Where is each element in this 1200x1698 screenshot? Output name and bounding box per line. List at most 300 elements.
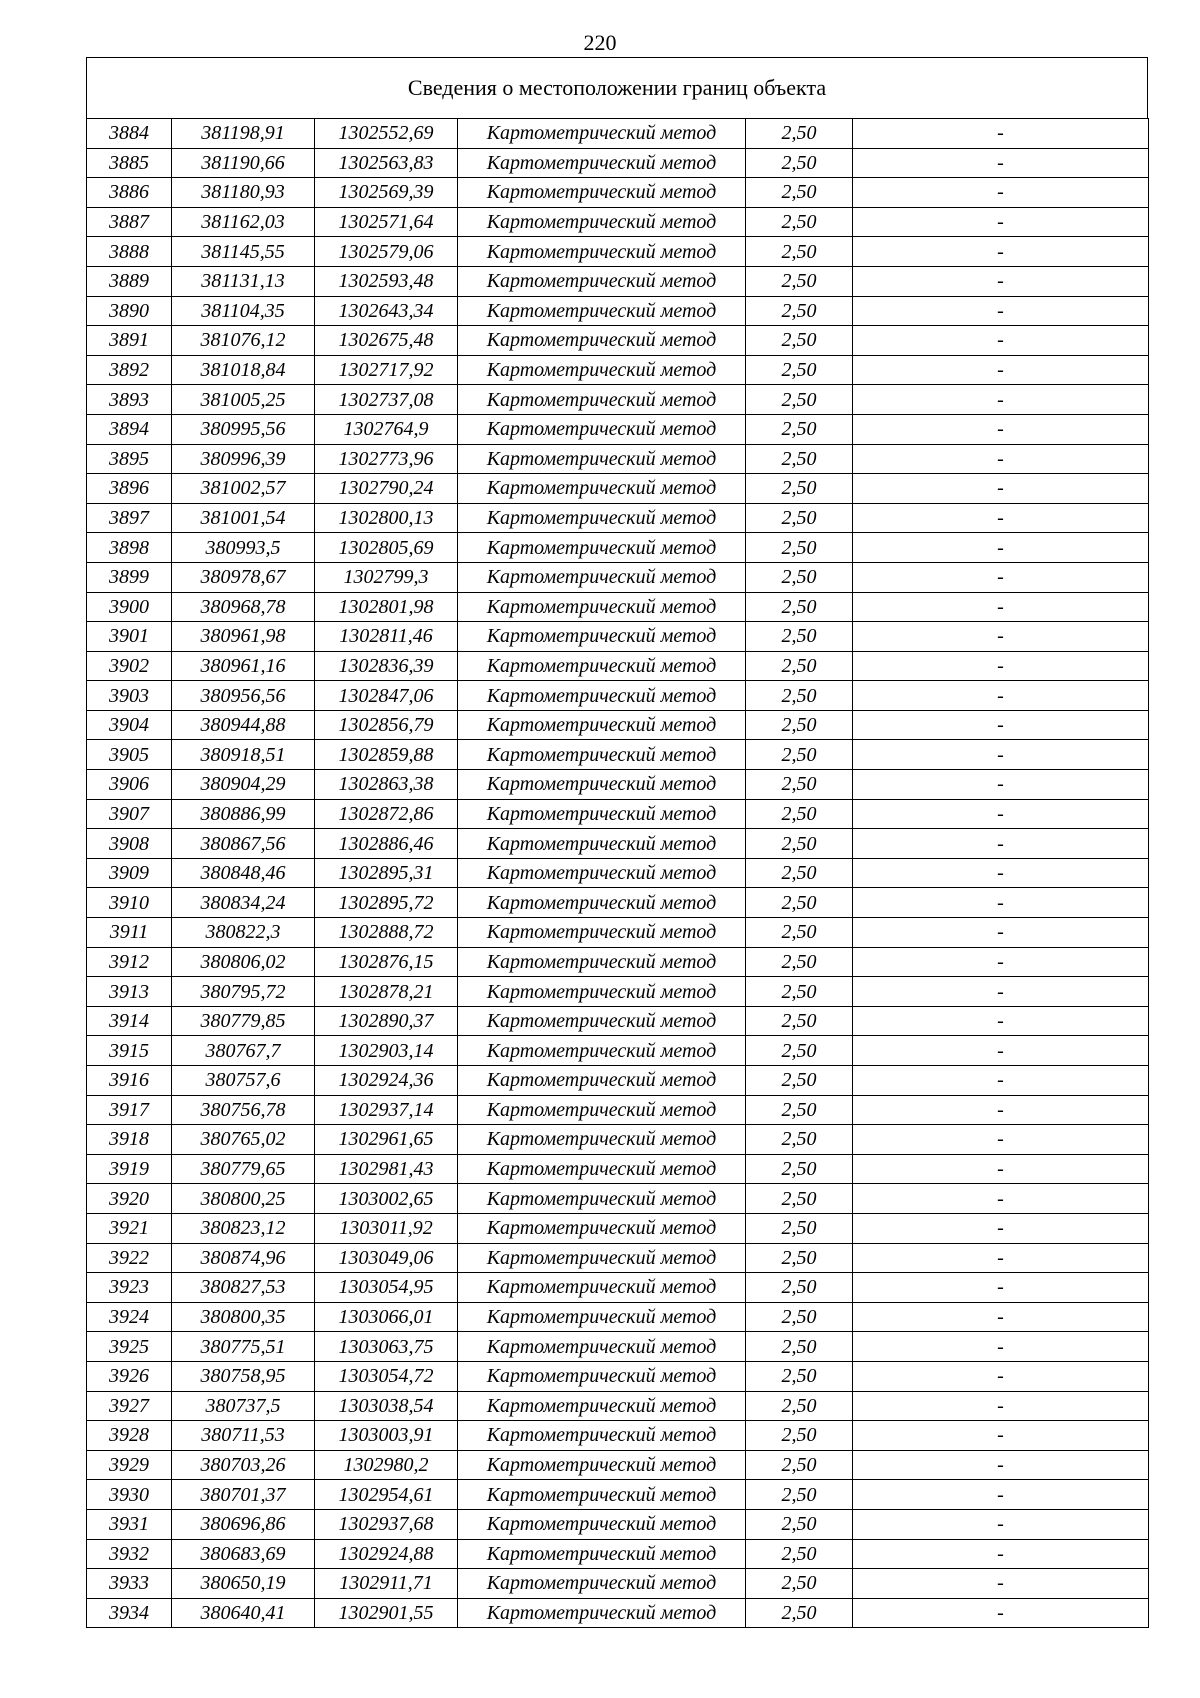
cell-description: - [853, 1036, 1149, 1066]
cell-point-number: 3910 [87, 888, 172, 918]
cell-coord-x: 380806,02 [172, 947, 315, 977]
table-row [87, 799, 1149, 829]
table-row [87, 119, 1149, 149]
cell-method: Картометрический метод [458, 355, 746, 385]
cell-point-number: 3934 [87, 1598, 172, 1628]
cell-description: - [853, 829, 1149, 859]
cell-coord-y: 1302856,79 [315, 710, 458, 740]
cell-description: - [853, 651, 1149, 681]
cell-method: Картометрический метод [458, 1480, 746, 1510]
cell-coord-x: 380961,16 [172, 651, 315, 681]
cell-point-number: 3930 [87, 1480, 172, 1510]
table-row [87, 1213, 1149, 1243]
cell-description: - [853, 918, 1149, 948]
cell-point-number: 3895 [87, 444, 172, 474]
cell-coord-x: 381198,91 [172, 119, 315, 149]
cell-coord-x: 380800,35 [172, 1302, 315, 1332]
cell-description: - [853, 503, 1149, 533]
cell-point-number: 3920 [87, 1184, 172, 1214]
table-row [87, 918, 1149, 948]
cell-accuracy: 2,50 [746, 1480, 853, 1510]
cell-accuracy: 2,50 [746, 119, 853, 149]
boundary-table-sheet [86, 57, 1148, 1628]
cell-coord-x: 380968,78 [172, 592, 315, 622]
cell-accuracy: 2,50 [746, 1066, 853, 1096]
cell-coord-x: 380944,88 [172, 710, 315, 740]
cell-coord-x: 380800,25 [172, 1184, 315, 1214]
cell-point-number: 3909 [87, 858, 172, 888]
table-row [87, 533, 1149, 563]
cell-coord-y: 1303003,91 [315, 1421, 458, 1451]
cell-coord-y: 1302805,69 [315, 533, 458, 563]
cell-accuracy: 2,50 [746, 1125, 853, 1155]
cell-coord-y: 1302981,43 [315, 1154, 458, 1184]
cell-coord-x: 380775,51 [172, 1332, 315, 1362]
cell-coord-x: 380779,65 [172, 1154, 315, 1184]
cell-point-number: 3928 [87, 1421, 172, 1451]
cell-description: - [853, 858, 1149, 888]
cell-coord-y: 1302764,9 [315, 414, 458, 444]
cell-accuracy: 2,50 [746, 622, 853, 652]
cell-description: - [853, 1480, 1149, 1510]
cell-description: - [853, 1006, 1149, 1036]
cell-coord-x: 381104,35 [172, 296, 315, 326]
cell-coord-y: 1302799,3 [315, 562, 458, 592]
cell-description: - [853, 1391, 1149, 1421]
cell-point-number: 3896 [87, 474, 172, 504]
cell-accuracy: 2,50 [746, 1095, 853, 1125]
cell-accuracy: 2,50 [746, 918, 853, 948]
cell-description: - [853, 1125, 1149, 1155]
table-row [87, 1332, 1149, 1362]
cell-coord-y: 1302717,92 [315, 355, 458, 385]
cell-accuracy: 2,50 [746, 799, 853, 829]
cell-coord-y: 1302643,34 [315, 296, 458, 326]
cell-point-number: 3898 [87, 533, 172, 563]
cell-point-number: 3932 [87, 1539, 172, 1569]
cell-description: - [853, 266, 1149, 296]
cell-coord-y: 1302571,64 [315, 207, 458, 237]
table-row [87, 1184, 1149, 1214]
cell-method: Картометрический метод [458, 1243, 746, 1273]
cell-coord-y: 1302675,48 [315, 326, 458, 356]
table-row [87, 355, 1149, 385]
cell-point-number: 3886 [87, 178, 172, 208]
cell-coord-x: 381018,84 [172, 355, 315, 385]
cell-method: Картометрический метод [458, 1036, 746, 1066]
cell-method: Картометрический метод [458, 1569, 746, 1599]
table-row [87, 1066, 1149, 1096]
cell-accuracy: 2,50 [746, 1154, 853, 1184]
cell-accuracy: 2,50 [746, 237, 853, 267]
cell-method: Картометрический метод [458, 1273, 746, 1303]
cell-coord-y: 1302552,69 [315, 119, 458, 149]
cell-method: Картометрический метод [458, 1213, 746, 1243]
cell-method: Картометрический метод [458, 1598, 746, 1628]
cell-description: - [853, 770, 1149, 800]
cell-coord-x: 380978,67 [172, 562, 315, 592]
cell-method: Картометрический метод [458, 1450, 746, 1480]
cell-point-number: 3900 [87, 592, 172, 622]
cell-accuracy: 2,50 [746, 710, 853, 740]
table-row [87, 1243, 1149, 1273]
cell-coord-x: 380758,95 [172, 1361, 315, 1391]
cell-coord-y: 1302876,15 [315, 947, 458, 977]
cell-method: Картометрический метод [458, 740, 746, 770]
cell-method: Картометрический метод [458, 799, 746, 829]
cell-coord-x: 380996,39 [172, 444, 315, 474]
cell-description: - [853, 888, 1149, 918]
cell-point-number: 3905 [87, 740, 172, 770]
cell-method: Картометрический метод [458, 829, 746, 859]
cell-point-number: 3918 [87, 1125, 172, 1155]
cell-method: Картометрический метод [458, 1095, 746, 1125]
cell-coord-x: 380918,51 [172, 740, 315, 770]
cell-coord-y: 1302737,08 [315, 385, 458, 415]
cell-point-number: 3914 [87, 1006, 172, 1036]
boundary-coordinates-table [86, 118, 1149, 1628]
cell-method: Картометрический метод [458, 592, 746, 622]
cell-accuracy: 2,50 [746, 178, 853, 208]
cell-description: - [853, 237, 1149, 267]
cell-coord-x: 380848,46 [172, 858, 315, 888]
cell-method: Картометрический метод [458, 1302, 746, 1332]
cell-coord-x: 380904,29 [172, 770, 315, 800]
cell-accuracy: 2,50 [746, 1332, 853, 1362]
cell-coord-y: 1303011,92 [315, 1213, 458, 1243]
cell-coord-x: 381162,03 [172, 207, 315, 237]
cell-coord-y: 1302790,24 [315, 474, 458, 504]
cell-accuracy: 2,50 [746, 740, 853, 770]
cell-accuracy: 2,50 [746, 770, 853, 800]
cell-coord-x: 380779,85 [172, 1006, 315, 1036]
table-title: Сведения о местоположении границ объекта [86, 57, 1148, 118]
cell-coord-y: 1302801,98 [315, 592, 458, 622]
cell-description: - [853, 119, 1149, 149]
table-row [87, 207, 1149, 237]
cell-coord-x: 380640,41 [172, 1598, 315, 1628]
cell-point-number: 3926 [87, 1361, 172, 1391]
cell-point-number: 3922 [87, 1243, 172, 1273]
cell-coord-x: 381190,66 [172, 148, 315, 178]
cell-point-number: 3923 [87, 1273, 172, 1303]
cell-coord-y: 1302901,55 [315, 1598, 458, 1628]
cell-point-number: 3884 [87, 119, 172, 149]
cell-point-number: 3901 [87, 622, 172, 652]
cell-coord-x: 380795,72 [172, 977, 315, 1007]
cell-coord-y: 1302863,38 [315, 770, 458, 800]
cell-method: Картометрический метод [458, 977, 746, 1007]
cell-method: Картометрический метод [458, 119, 746, 149]
table-row [87, 740, 1149, 770]
cell-point-number: 3904 [87, 710, 172, 740]
table-row [87, 977, 1149, 1007]
cell-method: Картометрический метод [458, 296, 746, 326]
cell-description: - [853, 296, 1149, 326]
cell-point-number: 3893 [87, 385, 172, 415]
table-row [87, 1036, 1149, 1066]
cell-coord-y: 1302859,88 [315, 740, 458, 770]
cell-method: Картометрический метод [458, 237, 746, 267]
cell-coord-x: 381180,93 [172, 178, 315, 208]
cell-coord-y: 1303002,65 [315, 1184, 458, 1214]
cell-description: - [853, 1361, 1149, 1391]
cell-point-number: 3915 [87, 1036, 172, 1066]
cell-coord-y: 1302937,14 [315, 1095, 458, 1125]
cell-description: - [853, 355, 1149, 385]
cell-description: - [853, 444, 1149, 474]
table-row [87, 562, 1149, 592]
cell-point-number: 3933 [87, 1569, 172, 1599]
cell-point-number: 3921 [87, 1213, 172, 1243]
cell-description: - [853, 1569, 1149, 1599]
cell-description: - [853, 622, 1149, 652]
cell-point-number: 3885 [87, 148, 172, 178]
table-row [87, 1095, 1149, 1125]
cell-method: Картометрический метод [458, 207, 746, 237]
table-row [87, 474, 1149, 504]
cell-method: Картометрический метод [458, 385, 746, 415]
cell-method: Картометрический метод [458, 266, 746, 296]
cell-point-number: 3908 [87, 829, 172, 859]
cell-point-number: 3912 [87, 947, 172, 977]
cell-accuracy: 2,50 [746, 355, 853, 385]
cell-coord-y: 1302878,21 [315, 977, 458, 1007]
cell-coord-x: 380701,37 [172, 1480, 315, 1510]
cell-method: Картометрический метод [458, 474, 746, 504]
table-row [87, 1421, 1149, 1451]
cell-coord-x: 380995,56 [172, 414, 315, 444]
cell-coord-x: 380737,5 [172, 1391, 315, 1421]
cell-coord-x: 380650,19 [172, 1569, 315, 1599]
cell-point-number: 3902 [87, 651, 172, 681]
cell-method: Картометрический метод [458, 622, 746, 652]
cell-coord-x: 381002,57 [172, 474, 315, 504]
table-row [87, 326, 1149, 356]
cell-description: - [853, 1509, 1149, 1539]
cell-accuracy: 2,50 [746, 1569, 853, 1599]
cell-description: - [853, 681, 1149, 711]
cell-coord-x: 380696,86 [172, 1509, 315, 1539]
cell-point-number: 3916 [87, 1066, 172, 1096]
cell-method: Картометрический метод [458, 148, 746, 178]
cell-method: Картометрический метод [458, 1154, 746, 1184]
table-row [87, 1391, 1149, 1421]
cell-coord-x: 380822,3 [172, 918, 315, 948]
cell-accuracy: 2,50 [746, 829, 853, 859]
table-row [87, 1006, 1149, 1036]
cell-description: - [853, 533, 1149, 563]
cell-method: Картометрический метод [458, 503, 746, 533]
cell-coord-y: 1302886,46 [315, 829, 458, 859]
cell-method: Картометрический метод [458, 444, 746, 474]
table-row [87, 296, 1149, 326]
cell-description: - [853, 592, 1149, 622]
cell-description: - [853, 1450, 1149, 1480]
cell-coord-x: 380703,26 [172, 1450, 315, 1480]
cell-method: Картометрический метод [458, 178, 746, 208]
cell-point-number: 3913 [87, 977, 172, 1007]
cell-accuracy: 2,50 [746, 1450, 853, 1480]
cell-coord-x: 380756,78 [172, 1095, 315, 1125]
cell-coord-x: 380961,98 [172, 622, 315, 652]
table-row [87, 178, 1149, 208]
cell-coord-y: 1302980,2 [315, 1450, 458, 1480]
table-row [87, 503, 1149, 533]
cell-description: - [853, 178, 1149, 208]
cell-point-number: 3891 [87, 326, 172, 356]
cell-accuracy: 2,50 [746, 414, 853, 444]
table-row [87, 266, 1149, 296]
cell-method: Картометрический метод [458, 326, 746, 356]
cell-method: Картометрический метод [458, 1391, 746, 1421]
cell-accuracy: 2,50 [746, 1273, 853, 1303]
cell-method: Картометрический метод [458, 1332, 746, 1362]
table-row [87, 414, 1149, 444]
cell-method: Картометрический метод [458, 918, 746, 948]
cell-method: Картометрический метод [458, 710, 746, 740]
table-row [87, 1302, 1149, 1332]
cell-coord-x: 380767,7 [172, 1036, 315, 1066]
cell-coord-y: 1302872,86 [315, 799, 458, 829]
cell-coord-x: 381145,55 [172, 237, 315, 267]
table-row [87, 1539, 1149, 1569]
cell-coord-x: 380827,53 [172, 1273, 315, 1303]
table-row [87, 888, 1149, 918]
cell-description: - [853, 148, 1149, 178]
cell-method: Картометрический метод [458, 1125, 746, 1155]
table-row [87, 1569, 1149, 1599]
cell-method: Картометрический метод [458, 947, 746, 977]
cell-point-number: 3894 [87, 414, 172, 444]
cell-coord-x: 381131,13 [172, 266, 315, 296]
cell-description: - [853, 562, 1149, 592]
cell-point-number: 3903 [87, 681, 172, 711]
cell-coord-y: 1302847,06 [315, 681, 458, 711]
cell-point-number: 3929 [87, 1450, 172, 1480]
cell-description: - [853, 1213, 1149, 1243]
table-row [87, 237, 1149, 267]
cell-accuracy: 2,50 [746, 1539, 853, 1569]
cell-accuracy: 2,50 [746, 562, 853, 592]
cell-method: Картометрический метод [458, 1421, 746, 1451]
cell-coord-x: 380867,56 [172, 829, 315, 859]
cell-coord-x: 380834,24 [172, 888, 315, 918]
cell-accuracy: 2,50 [746, 1006, 853, 1036]
cell-coord-x: 380683,69 [172, 1539, 315, 1569]
cell-accuracy: 2,50 [746, 1213, 853, 1243]
cell-point-number: 3890 [87, 296, 172, 326]
cell-accuracy: 2,50 [746, 681, 853, 711]
table-row [87, 710, 1149, 740]
cell-point-number: 3892 [87, 355, 172, 385]
cell-description: - [853, 1184, 1149, 1214]
cell-method: Картометрический метод [458, 888, 746, 918]
cell-accuracy: 2,50 [746, 385, 853, 415]
cell-coord-y: 1302579,06 [315, 237, 458, 267]
cell-coord-y: 1302895,31 [315, 858, 458, 888]
cell-accuracy: 2,50 [746, 207, 853, 237]
cell-coord-y: 1302773,96 [315, 444, 458, 474]
cell-coord-y: 1302836,39 [315, 651, 458, 681]
cell-description: - [853, 710, 1149, 740]
cell-accuracy: 2,50 [746, 444, 853, 474]
cell-method: Картометрический метод [458, 1539, 746, 1569]
cell-coord-y: 1302593,48 [315, 266, 458, 296]
cell-coord-y: 1302954,61 [315, 1480, 458, 1510]
cell-accuracy: 2,50 [746, 296, 853, 326]
cell-point-number: 3919 [87, 1154, 172, 1184]
cell-coord-y: 1303038,54 [315, 1391, 458, 1421]
cell-point-number: 3917 [87, 1095, 172, 1125]
cell-accuracy: 2,50 [746, 148, 853, 178]
cell-description: - [853, 414, 1149, 444]
cell-method: Картометрический метод [458, 414, 746, 444]
table-row [87, 1598, 1149, 1628]
cell-description: - [853, 1421, 1149, 1451]
cell-accuracy: 2,50 [746, 474, 853, 504]
table-row [87, 1125, 1149, 1155]
cell-point-number: 3924 [87, 1302, 172, 1332]
cell-accuracy: 2,50 [746, 947, 853, 977]
cell-coord-x: 381076,12 [172, 326, 315, 356]
table-row [87, 858, 1149, 888]
cell-coord-y: 1302811,46 [315, 622, 458, 652]
cell-coord-y: 1302937,68 [315, 1509, 458, 1539]
cell-coord-x: 380711,53 [172, 1421, 315, 1451]
cell-description: - [853, 977, 1149, 1007]
cell-coord-y: 1302903,14 [315, 1036, 458, 1066]
cell-method: Картометрический метод [458, 651, 746, 681]
cell-accuracy: 2,50 [746, 1391, 853, 1421]
cell-accuracy: 2,50 [746, 651, 853, 681]
cell-point-number: 3907 [87, 799, 172, 829]
table-row [87, 1509, 1149, 1539]
cell-point-number: 3887 [87, 207, 172, 237]
cell-description: - [853, 1302, 1149, 1332]
cell-point-number: 3897 [87, 503, 172, 533]
cell-method: Картометрический метод [458, 1509, 746, 1539]
cell-point-number: 3925 [87, 1332, 172, 1362]
cell-coord-y: 1303054,72 [315, 1361, 458, 1391]
cell-coord-x: 380993,5 [172, 533, 315, 563]
cell-method: Картометрический метод [458, 1184, 746, 1214]
cell-accuracy: 2,50 [746, 533, 853, 563]
cell-point-number: 3899 [87, 562, 172, 592]
cell-coord-x: 380956,56 [172, 681, 315, 711]
table-body [87, 119, 1149, 1628]
table-row [87, 651, 1149, 681]
cell-coord-y: 1303049,06 [315, 1243, 458, 1273]
cell-accuracy: 2,50 [746, 858, 853, 888]
cell-description: - [853, 740, 1149, 770]
cell-description: - [853, 385, 1149, 415]
cell-coord-y: 1303063,75 [315, 1332, 458, 1362]
cell-coord-x: 380765,02 [172, 1125, 315, 1155]
cell-accuracy: 2,50 [746, 1243, 853, 1273]
cell-coord-y: 1302911,71 [315, 1569, 458, 1599]
cell-point-number: 3911 [87, 918, 172, 948]
cell-coord-y: 1302924,36 [315, 1066, 458, 1096]
table-row [87, 1154, 1149, 1184]
cell-accuracy: 2,50 [746, 326, 853, 356]
cell-description: - [853, 1332, 1149, 1362]
cell-accuracy: 2,50 [746, 1036, 853, 1066]
table-row [87, 622, 1149, 652]
cell-accuracy: 2,50 [746, 888, 853, 918]
table-row [87, 1361, 1149, 1391]
page-number: 220 [583, 30, 617, 55]
